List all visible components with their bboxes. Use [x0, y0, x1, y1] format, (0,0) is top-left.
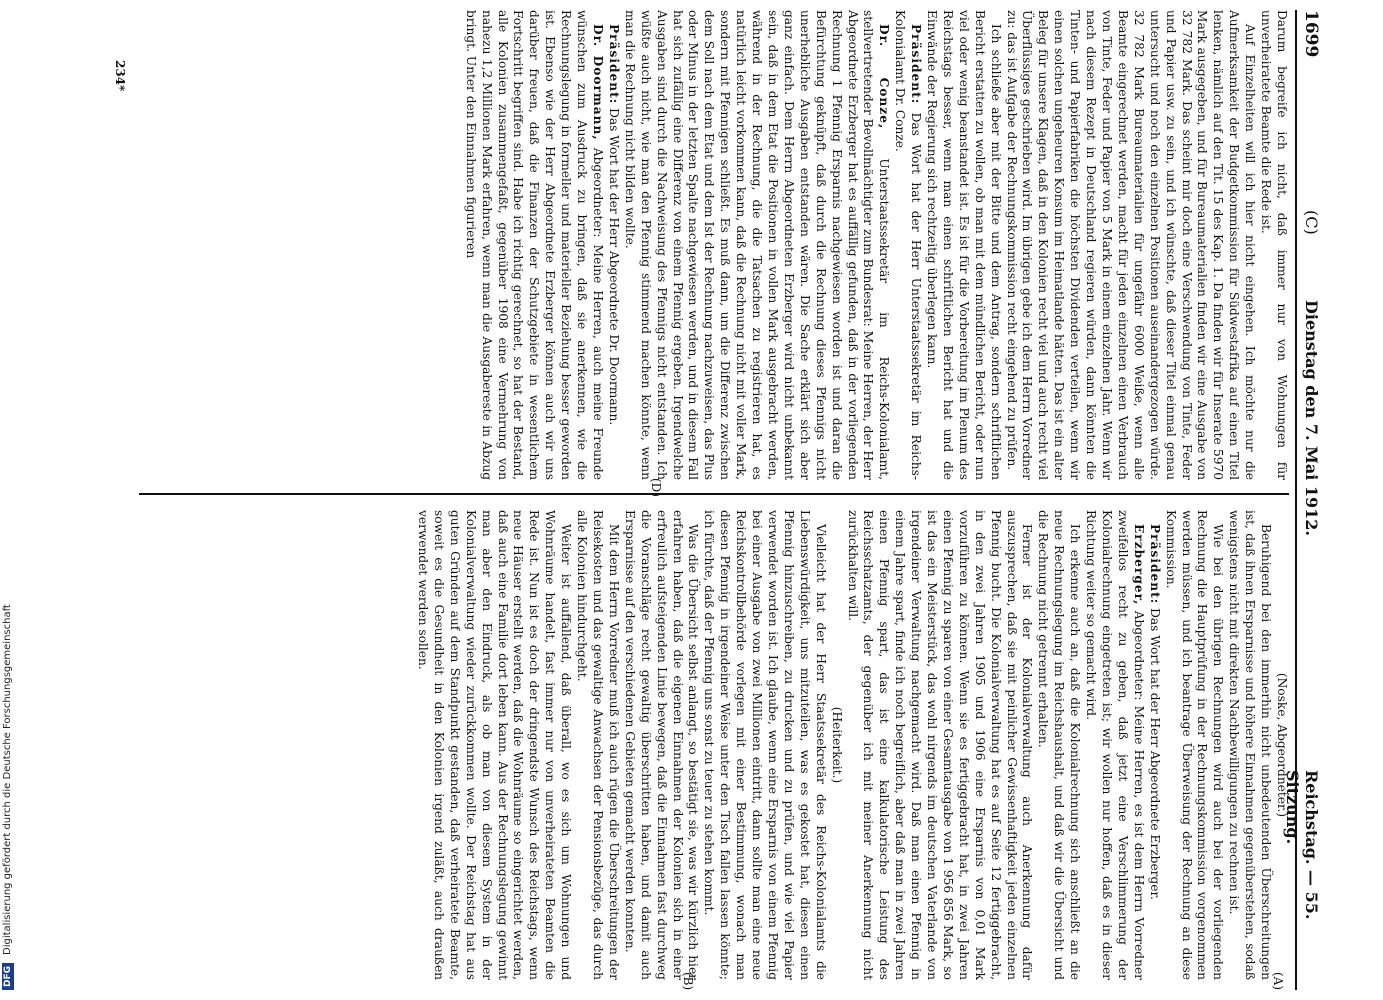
left-paragraph-5 — [621, 10, 891, 480]
digitization-note — [0, 0, 16, 1000]
speaker-name: Präsident: — [1147, 524, 1162, 605]
header-session: Reichstag. — 55. Sitzung. — [1283, 770, 1321, 920]
left-column — [139, 10, 1289, 480]
right-paragraph-6: Ferner ist der Kolonialverwaltung auch Anerkennung dafür auszusprechen, daß sie mit peinlicher Gewissenhaftigkeit jeden einzelnen Pfennig bucht. Die Kolonialverwaltung hat es auf Seite 12 fertiggebracht, in den zwei Jahren 1905 und 1906 eine Ersparnis von 0,01 Mark vorzuführen zu können. Wenn sie es fertiggebracht hat, in zwei Jahren einen Pfennig zu sparen von einer Gesamtausgabe von 1 956 856 Mark, so ist das ein Meisterstück, das wohl nirgends im deutschen Vaterlande von irgendeiner Verwaltung nachgemacht wird. Daß man einen Pfennig in einem Jahre spart, finde ich noch begreiflich, aber daß man in zwei Jahren einen Pfennig spart, das ist eine kalkulatorische Leistung des Reichsschatzamts, der gegenüber ich mit meiner Anerkennung nicht zurückhalten will. — [845, 510, 1035, 980]
margin-letter-c: (C) — [1302, 210, 1321, 235]
speaker-name: Dr. Conze, — [877, 24, 892, 130]
left-paragraph-4 — [891, 10, 923, 480]
right-laughter-note: (Heiterkeit.) — [829, 706, 844, 784]
dfg-logo: DFG — [2, 963, 14, 990]
speech-text: Das Wort hat der Herr Abgeordnete Dr. Doormann. — [606, 108, 621, 426]
header-date: Dienstag den 7. Mai 1912. — [1302, 300, 1321, 536]
speech-text: Das Wort hat der Herr Unterstaatssekretär im Reichs-Kolonialamt Dr. Conze. — [893, 10, 924, 480]
sheet-signature: 234* — [113, 60, 127, 92]
right-paragraph-8: Vielleicht hat der Herr Staatssekretär des Reichs-Kolonialamts die Liebenswürdigkeit, uns mitzuteilen, was es gekostet hat, diesen einen Pfennig hinzuschreiben, zu drucken und zu prüfen, und wie viel Papier verwendet worden ist. Ich glaube, wenn eine Ersparnis von einem Pfennig bei einer Ausgabe von zwei Millionen eintritt, dann sollte man eine neue Reichskontrollbehörde vorlegen mit einer Bestimmung, wonach man diesen Pfennig in irgendeiner Weise unter den Tisch fallen lassen könnte; ich fürchte, daß der Pfennig uns sonst zu teuer zu stehen kommt. — [702, 510, 828, 980]
right-paragraph-3 — [1146, 510, 1162, 980]
margin-letter-a: (A) — [1271, 972, 1285, 991]
left-paragraph-1: Darum begreife ich nicht, daß immer nur von Wohnungen für unverheiratete Beamte die Rede ist. — [1259, 10, 1289, 480]
right-paragraph-10: Mit dem Herrn Vorredner muß ich auch rügen die Überschreitungen der Reisekosten und das gewaltige Anwachsen der Pensionsbezüge, das durch alle Kolonien hindurchgeht. — [575, 510, 621, 980]
right-column — [139, 510, 1289, 980]
right-paragraph-1: Beruhigend bei den immerhin nicht unbedeutenden Überschreitungen ist, daß ihnen Ersparnisse und höhere Einnahmen gegenüberstehen, sodaß wenigstens nicht mit direkten Nachbewilligungen zu rechnen ist. — [1227, 510, 1274, 980]
speech-text: Abgeordneter: Meine Herren, auch meine Freunde wünschen zum Ausdruck zu bringen, daß sie anerkennen, wie die Rechnungslegung in formeller und materieller Beziehung besser geworden ist. Ebenso wie der Herr Abgeordnete Erzberger können auch wir uns darüber freuen, daß die Finanzen der Schutzgebiete in wesentlichem Fortschritt begriffen sind. Habe ich richtig gerechnet, so hat der Bestand, alle Kolonien zusammengefaßt, gegenüber 1908 eine Vermehrung von nahezu 1,2 Millionen Mark erfahren, wenn man die Ausgabereste in Abzug bringt. Unter den Einnahmen figurieren — [463, 10, 606, 480]
right-paragraph-11: Weiter ist auffallend, daß überall, wo es sich um Wohnungen und Wohnräume handelt, fast immer nur von unverheirateten Beamten die Rede ist. Nun ist es doch der dringendste Wunsch des Reichstags, wenn neue Häuser erstellt werden, daß die Wohnräume so eingerichtet werden, daß auch eine Familie dort leben kann. Aus der Rechnungslegung gewinnt man aber den Eindruck, als ob man von diesem System in der Kolonialverwaltung wieder zurückkommen wollte. Der Reichstag hat aus guten Gründen auf dem Standpunkt gestanden, daß verheiratete Beamte, soweit es die Gesundheit in den Kolonien irgend zuläßt, auch draußen verwendet werden sollen. — [416, 510, 574, 980]
rotated-sheet — [75, 0, 1335, 1000]
digitization-text: Digitalisierung gefördert durch die Deutsche Forschungsgemeinschaft — [2, 604, 13, 955]
left-paragraph-3: Ich schließe aber mit der Bitte und dem Antrag, sondern schriftlichen Bericht erstatten zu wollen, ob man mit dem mündlichen Bericht, oder nun viel oder wenig beanstandet ist. Es ist für die Vorbereitung im Plenum des Reichstags besser, wenn man einen schriftlichen Bericht hat und die Einwände der Regierung sich rechtzeitig überlegen kann. — [925, 10, 1003, 480]
speech-text: Das Wort hat der Herr Abgeordnete Erzberger. — [1147, 608, 1162, 900]
left-paragraph-2: Auf Einzelheiten will ich hier nicht eingehen. Ich möchte nur die Aufmerksamkeit der Budgetkommission für Südwestafrika auf einen Titel lenken, nämlich auf den Tit. 15 des Kap. 1. Da finden wir für Inserate 5970 Mark ausgegeben, und für Bureaumaterialien finden wir eine Ausgabe von 32 782 Mark. Das scheint mir doch eine Verschwendung von Tinte, Feder und Papier usw. zu sein, und ich wünschte, daß dieser Titel einmal genau untersucht und noch den einzelnen Positionen auseinandergezogen würde. 32 782 Mark Bureaumaterialien für ungefähr 6000 Weiße, wenn alle Beamte eingerechnet werden, macht für jeden einzelnen einen Verbrauch von Tinte, Feder und Papier von 5 Mark in einem einzelnen Jahr. Wenn wir nach diesem Rezept in Deutschland regieren würden, dann könnten die Tinten- und Papierfabriken die höchsten Dividenden verteilen, wenn wir einen solchen ungeheuren Konsum im Heimatlande hätten. Das ist ein alter Beleg für unsere Klagen, daß in den Kolonien recht viel und auch recht viel Überflüssiges geschrieben wird. Im übrigen gebe ich dem Herrn Vorredner zu: das ist Aufgabe der Rechnungskommission recht eingehend zu prüfen. — [1004, 10, 1258, 480]
margin-letter-b: (B) — [681, 972, 695, 991]
page-header — [1283, 10, 1327, 990]
speaker-name: Erzberger, — [1131, 524, 1146, 606]
right-paragraph-2: Wie bei den übrigen Rechnungen wird auch bei der vorliegenden Rechnung die Hauptprüfung in der Rechnungskommission vorgenommen werden müssen, und ich beantrage Überweisung der Rechnung an diese Kommission. — [1163, 510, 1226, 980]
left-paragraph-6 — [605, 10, 621, 480]
right-speaker-note: (Noske, Abgeordneter.) — [1275, 672, 1289, 818]
speaker-name: Dr. Doormann, — [591, 24, 606, 141]
right-paragraph-9: Was die Übersicht selbst anlangt, so bestätigt sie, was wir kürzlich hier erfahren haben, daß die eigenen Einnahmen der Kolonien sich in einer erfreulich aufsteigenden Linie bewegen, daß die Einnahmen fast durchweg die Voranschläge recht gewaltig überschritten haben, und damit auch Ersparnisse auf den verschiedenen Gebieten gemacht werden konnten. — [622, 510, 701, 980]
speech-text: Abgeordneter: Meine Herren, es ist dem Herrn Vorredner zweifellos recht zu geben, daß jetzt eine Verschlimmerung der Kolonialrechnung eingetreten ist; wir wollen nur hoffen, daß es in dieser Richtung weiter so gemacht wird. — [1084, 510, 1146, 980]
margin-letter-d: (D) — [649, 478, 663, 497]
speaker-name: Präsident: — [606, 24, 621, 105]
speech-text: Unterstaatssekretär im Reichs-Kolonialamt, stellvertretender Bevollmächtigter zum Bundesrat: Meine Herren, der Herr Abgeordnete Erzberger hat es auffällig gefunden, daß in der vorliegenden Rechnung 1 Pfennig Ersparnis nachgewiesen worden ist und daran die Befürchtung geknüpft, daß durch die Rechnung dieses Pfennigs nicht unerhebliche Ausgaben entstanden wären. Die Sache erklärt sich aber ganz einfach. Dem Herrn Abgeordneten Erzberger wird nicht unbekannt sein, daß in dem Etat die Positionen in vollen Mark ausgebracht werden, während in der Rechnung, die die Tatsachen zu registrieren hat, es natürlich leicht vorkommen kann, daß die Rechnung nicht mit voller Mark, sondern mit Pfennigen schließt. Es muß dann, um die Differenz zwischen dem Soll nach dem Etat und dem Ist der Rechnung nachzuweisen, das Plus oder Minus in der letzten Spalte nachgewiesen werden, und in diesem Fall hat sich zufällig eine Differenz von einem Pfennig ergeben. Irgendwelche Ausgaben sind durch die Nachweisung des Pfennigs nicht entstanden. Ich wüßte auch nicht, wie man den Pfennig stimmend machen könnte, wenn man die Rechnung nicht bilden wollte. — [622, 10, 892, 480]
page-number: 1699 — [1301, 10, 1321, 58]
column-divider — [139, 493, 1289, 495]
right-paragraph-5: Ich erkenne auch an, daß die Kolonialrechnung sich anschließt an die neue Rechnungslegung im Reichshaushalt, und daß wir die Übersicht und die Rechnung nicht getrennt erhalten. — [1036, 510, 1083, 980]
left-paragraph-7 — [462, 10, 605, 480]
right-paragraph-4 — [1082, 510, 1146, 980]
speaker-name: Präsident: — [909, 24, 924, 105]
